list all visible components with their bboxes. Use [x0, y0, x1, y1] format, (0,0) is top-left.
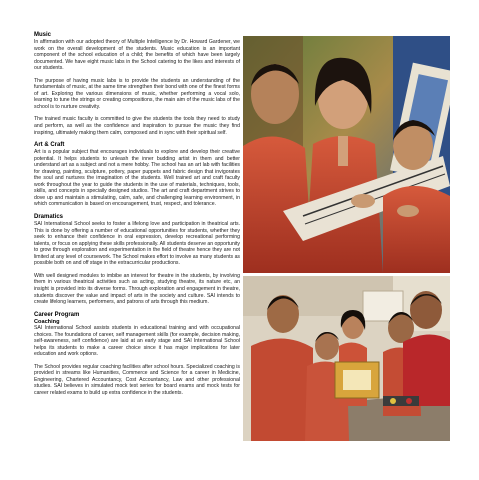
- coaching-subheading: Coaching: [34, 318, 60, 325]
- music-paragraph-1: In affirmation with our adopted theory of Multiple Intelligence by Dr. Howard Gardener, we work on the overall development of the students. Music education is an important component of the school education of a child; the benefits of which have been largely documented. We have eight music labs in the School catering to the likes and interests of our students.: [34, 39, 240, 72]
- art-paragraph-1: Art is a popular subject that encourages individuals to explore and develop their creative potential. It helps students to unleash the inner budding artist in them and better understand art as a subject and not a mere hobby. The school has an art lab with facilities for drawing, painting, sculpture, pottery, paper puppets and fabric design that invigorates the soul and nurtures the imagination of the students. Well trained art and craft faculty work throughout the year to guide the students in the use of materials, techniques, tools, skills, and concepts in specially designed studios. The art and craft department strives to dove up and maintain a stimulating, calm, safe, and challenging learning environment, in which communication is based on encouragement, trust, respect, and tolerance.: [34, 149, 240, 208]
- dramatics-paragraph-2: With well designed modules to imbibe an interest for theatre in the students, by involving them in various theatrical activities such as acting, studying theatre, its nature etc, an insight is provided into its diverse forms. Through exploration and engagement in theatre, students discover the value and impact of arts in the society and culture. SAI intends to create lifelong learners, performers, and patrons of arts through this medium.: [34, 272, 240, 306]
- music-paragraph-2: The purpose of having music labs is to provide the students an understanding of the fundamentals of music, at the same time strengthen their bond with one of the finest forms of art. Exploring the various dimensions of music, whether performing a vocal solo, learning to tune the strings or creating compositions, the main aim of the music labs of the school is to nurture creativity.: [34, 77, 240, 110]
- music-heading: Music: [34, 32, 52, 38]
- career-lab-photo: [243, 276, 450, 441]
- career-paragraph-1: SAI International School assists students in educational training and with occupational choices. The foundations of career, self management skills (for example, decision making, self-awareness, self confidence) are laid at an early stage and SAI International School helps its students to make a career choice since it has major implications for later education and work options.: [34, 325, 240, 358]
- music-paragraph-3: The trained music faculty is committed to give the students the tools they need to study and perform, as well as the confidence and inspiration to pursue the music they find inspiring, ultimately making them calm, composed and in sync with their spiritual self.: [34, 116, 240, 136]
- dramatics-paragraph-1: SAI International School seeks to foster a lifelong love and participation in theatrical arts. This is done by offering a number of educational opportunities for students, whether they seek to enhance their confidence in oral expression, develop recreational performing talents, or focus on applying these skills professionally. All students deserve an opportunity to grow through exploration and experimentation in the field of theatre hence they are not limited at any level of coursework. The School makes effort to involve as many students as possible both on and off stage in the extracurricular productions.: [34, 221, 240, 267]
- career-paragraph-2: The School provides regular coaching facilities after school hours. Specialized coaching is provided in streams like Humanities, Commerce and Science for a career in Medicine, Engineering, Chartered Accountancy, Cost Accountancy, Law and other professional studies. SAI believes in simulated mock test series for board exams and mock tests for career related exams to build up extra confidence in the students.: [34, 363, 240, 397]
- dramatics-heading: Dramatics: [34, 214, 64, 221]
- music-lab-photo: [243, 36, 450, 273]
- art-heading: Art & Craft: [34, 142, 65, 149]
- career-heading: Career Program: [34, 311, 80, 318]
- text-column: [34, 32, 240, 403]
